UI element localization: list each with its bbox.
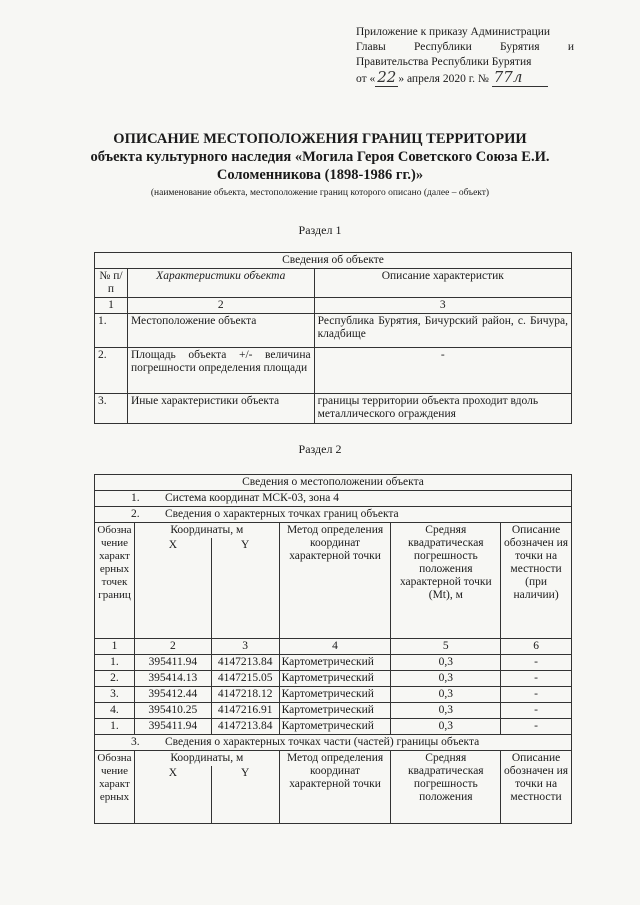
col-x-header: X	[134, 538, 211, 638]
title-note: (наименование объекта, местоположение границ которого описано (далее – объект)	[150, 188, 490, 198]
points-heading-row: 2. Сведения о характерных точках границ объекта	[95, 507, 572, 523]
col-desc-header: Описание обозначен ия точки на местности (при наличии)	[501, 523, 572, 639]
appendix-number: 77л	[492, 68, 549, 87]
document-title: ОПИСАНИЕ МЕСТОПОЛОЖЕНИЯ ГРАНИЦ ТЕРРИТОРИИ объекта культурного наследия «Могила Героя Советского Союза Е.И. Соломенникова (1898-1986 гг.)»	[90, 131, 550, 183]
parts-col-desc-header: Описание обозначен ия точки на местности	[501, 750, 572, 824]
col-y-header: Y	[211, 538, 279, 638]
parts-col-point-name-header: Обозна чение характ ерных	[95, 750, 135, 824]
parts-col-x-header: X	[134, 766, 211, 824]
section1-heading: Раздел 1	[298, 223, 342, 237]
col-char-header: Характеристики объекта	[127, 269, 314, 298]
section2-table: Сведения о местоположении объекта 1. Система координат МСК-03, зона 4 2. Сведения о характерных точках границ объекта Обозна чение характ ерных точек границ Координаты, м Метод определения координат характерной точки Средняя квадратическая погрешность положения характерной точки (Мt), м Описание обозначен ия точки на местности (при наличии) X Y 1 2 3 4 5 6 1. 395411.94 4147213.84 Картометрический 0,3 - 2. 395414.13 4147215.05 Картометрический 0,3 - 3. 395412.44 4147218.12 Картометрический 0,3 - 4. 395410.25 4147216.91 Картометрический 0,3 - 1. 395411.94 4147213.84 Картометрический 0,3 - 3. Сведения о характерных точках части (частей) границы объекта Обозна чение характ ерных Координаты, м Метод определения координат характерной точки Средняя квадратическая погрешность положения Описание обозначен ия точки на местности X Y	[94, 474, 572, 824]
col-num-header: № п/п	[95, 269, 128, 298]
parts-heading-row: 3. Сведения о характерных точках части (частей) границы объекта	[95, 734, 572, 750]
section2-table-title: Сведения о местоположении объекта	[95, 475, 572, 491]
parts-col-error-header: Средняя квадратическая погрешность положения	[391, 750, 501, 824]
table-row: 1. 395411.94 4147213.84 Картометрический 0,3 -	[95, 654, 572, 670]
parts-col-method-header: Метод определения координат характерной точки	[279, 750, 391, 824]
appendix-date-line: от « 22 » апреля 2020 г. № 77л	[356, 70, 574, 87]
table-row: 2. 395414.13 4147215.05 Картометрический 0,3 -	[95, 670, 572, 686]
appendix-line-2: Главы Республики Бурятия и	[356, 41, 574, 53]
section2-heading: Раздел 2	[298, 442, 342, 456]
table-row: 1. Местоположение объекта Республика Бурятия, Бичурский район, с. Бичура, кладбище	[95, 314, 572, 348]
col-desc-header: Описание характеристик	[314, 269, 571, 298]
appendix-line-1: Приложение к приказу Администрации	[356, 26, 551, 38]
section1-table: Сведения об объекте № п/п Характеристики объекта Описание характеристик 1 2 3 1. Местоположение объекта Республика Бурятия, Бичурский район, с. Бичура, кладбище 2. Площадь объекта +/- величина погрешности определения площади - 3. Иные характеристики объекта границы территории объекта проходит вдоль металлического ограждения	[94, 252, 572, 424]
section1-table-title: Сведения об объекте	[95, 253, 572, 269]
coord-system-row: 1. Система координат МСК-03, зона 4	[95, 491, 572, 507]
table-row: 4. 395410.25 4147216.91 Картометрический 0,3 -	[95, 702, 572, 718]
appendix-block	[356, 25, 574, 87]
col-point-name-header: Обозна чение характ ерных точек границ	[95, 523, 135, 639]
col-method-header: Метод определения координат характерной точки	[279, 523, 391, 639]
parts-col-y-header: Y	[211, 766, 279, 824]
table-row: 1. 395411.94 4147213.84 Картометрический 0,3 -	[95, 718, 572, 734]
appendix-line-3: Правительства Республики Бурятия	[356, 56, 532, 68]
parts-col-coords-header: Координаты, м	[134, 750, 279, 766]
col-coords-header: Координаты, м	[134, 523, 279, 539]
col-error-header: Средняя квадратическая погрешность положения характерной точки (Мt), м	[391, 523, 501, 639]
table-row: 2. Площадь объекта +/- величина погрешности определения площади -	[95, 348, 572, 394]
table-row: 3. 395412.44 4147218.12 Картометрический 0,3 -	[95, 686, 572, 702]
appendix-day: 22	[377, 68, 397, 86]
table-row: 3. Иные характеристики объекта границы территории объекта проходит вдоль металлического ограждения	[95, 394, 572, 424]
